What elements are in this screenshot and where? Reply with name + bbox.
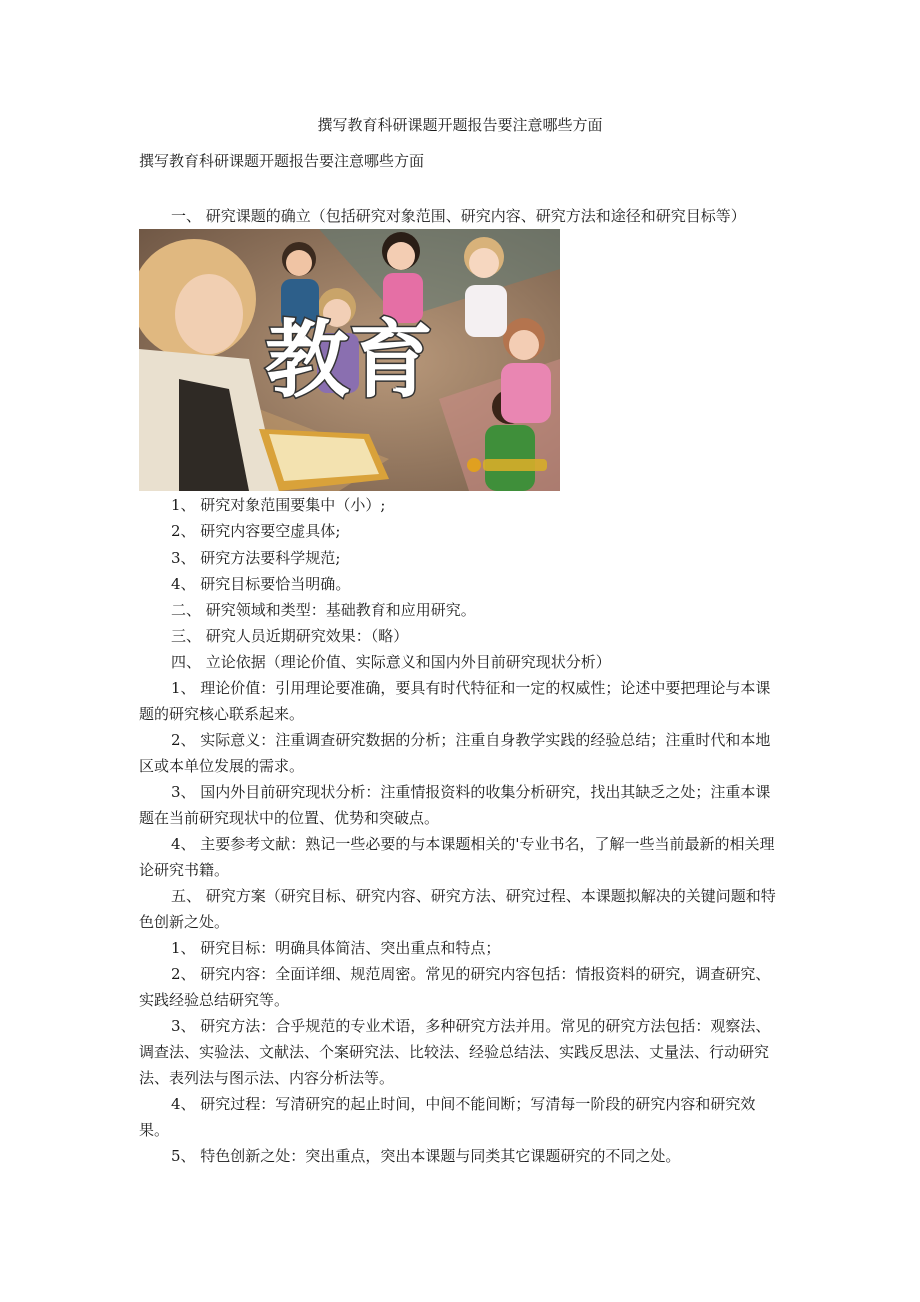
paragraph: 3、 国内外目前研究现状分析：注重情报资料的收集分析研究，找出其缺乏之处；注重本课题在当前研究现状中的位置、优势和突破点。 [139, 783, 771, 827]
paragraph: 3、 研究方法：合乎规范的专业术语，多种研究方法并用。常见的研究方法包括：观察法、调查法、实验法、文献法、个案研究法、比较法、经验总结法、实践反思法、丈量法、行动研究法、表列法与图示法、内容分析法等。 [139, 1017, 771, 1087]
list-item: 3、 研究方法要科学规范; [171, 549, 341, 567]
education-photo [139, 229, 560, 491]
paragraph: 2、 研究内容：全面详细、规范周密。常见的研究内容包括：情报资料的研究，调查研究、实践经验总结研究等。 [139, 965, 771, 1009]
section-heading-2: 二、 研究领域和类型：基础教育和应用研究。 [171, 601, 476, 619]
paragraph: 1、 理论价值：引用理论要准确，要具有时代特征和一定的权威性；论述中要把理论与本课题的研究核心联系起来。 [139, 679, 771, 723]
document-title: 撰写教育科研课题开题报告要注意哪些方面 [317, 116, 603, 134]
section-heading-4: 四、 立论依据（理论价值、实际意义和国内外目前研究现状分析） [171, 653, 611, 671]
list-item: 5、 特色创新之处：突出重点，突出本课题与同类其它课题研究的不同之处。 [171, 1147, 681, 1165]
paragraph: 4、 主要参考文献：熟记一些必要的与本课题相关的'专业书名，了解一些当前最新的相关理论研究书籍。 [139, 835, 775, 879]
section-heading-1: 一、 研究课题的确立（包括研究对象范围、研究内容、研究方法和途径和研究目标等） [171, 207, 746, 225]
section-heading-3: 三、 研究人员近期研究效果：（略） [171, 627, 409, 645]
list-item: 1、 研究对象范围要集中（小）; [171, 496, 386, 514]
document-subtitle: 撰写教育科研课题开题报告要注意哪些方面 [139, 152, 425, 170]
overlay-text: 教育 [264, 311, 434, 409]
list-item: 4、 研究目标要恰当明确。 [171, 575, 351, 593]
list-item: 1、 研究目标：明确具体简洁、突出重点和特点； [171, 939, 501, 957]
paragraph: 4、 研究过程：写清研究的起止时间，中间不能间断；写清每一阶段的研究内容和研究效果。 [139, 1095, 756, 1139]
list-item: 2、 研究内容要空虚具体; [171, 522, 341, 540]
paragraph: 2、 实际意义：注重调查研究数据的分析；注重自身教学实践的经验总结；注重时代和本地区或本单位发展的需求。 [139, 731, 771, 775]
section-heading-5: 五、 研究方案（研究目标、研究内容、研究方法、研究过程、本课题拟解决的关键问题和特色创新之处。 [139, 887, 776, 931]
